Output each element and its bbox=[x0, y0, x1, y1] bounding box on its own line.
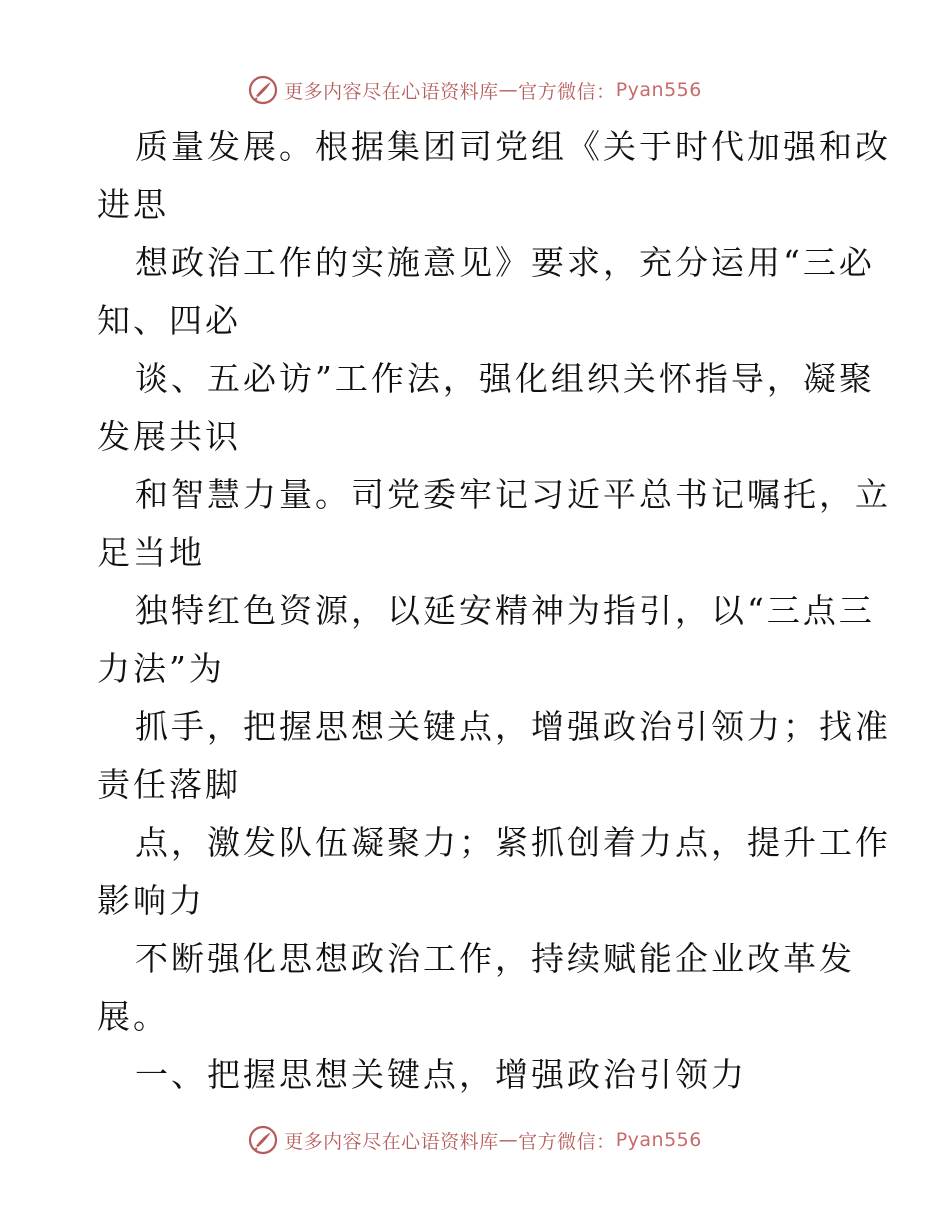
watermark-separator: — bbox=[498, 79, 519, 101]
footer-watermark bbox=[0, 1120, 950, 1160]
watermark-wechat-label: 官方微信： bbox=[518, 1130, 616, 1153]
text-line: 点，激发队伍凝聚力；紧抓创着力点，提升工作 bbox=[135, 823, 891, 862]
text-line: 足当地 bbox=[97, 533, 205, 572]
watermark-separator: — bbox=[498, 1129, 519, 1151]
text-line: 独特红色资源，以延安精神为指引，以“三点三 bbox=[135, 591, 875, 630]
quill-seal-icon bbox=[248, 75, 278, 105]
watermark-site-text: 更多内容尽在心语资料库 bbox=[284, 80, 499, 103]
text-line: 谈、五必访”工作法，强化组织关怀指导，凝聚 bbox=[135, 359, 875, 398]
watermark-wechat-label: 官方微信： bbox=[518, 80, 616, 103]
text-line: 想政治工作的实施意见》要求，充分运用“三必 bbox=[135, 243, 875, 282]
text-line: 影响力 bbox=[97, 881, 205, 920]
quill-seal-icon bbox=[248, 1125, 278, 1155]
watermark-wechat-account: Pyan556 bbox=[615, 79, 702, 101]
text-line: 知、四必 bbox=[97, 301, 241, 340]
text-line: 和智慧力量。司党委牢记习近平总书记嘱托，立 bbox=[135, 475, 891, 514]
watermark-site-text: 更多内容尽在心语资料库 bbox=[284, 1130, 499, 1153]
document-body bbox=[97, 118, 891, 1104]
text-line: 展。 bbox=[97, 997, 169, 1036]
text-line: 质量发展。根据集团司党组《关于时代加强和改 bbox=[135, 127, 891, 166]
section-heading: 一、把握思想关键点，增强政治引领力 bbox=[135, 1055, 747, 1094]
header-watermark bbox=[0, 70, 950, 110]
text-line: 进思 bbox=[97, 185, 169, 224]
watermark-wechat-account: Pyan556 bbox=[615, 1129, 702, 1151]
text-line: 不断强化思想政治工作，持续赋能企业改革发 bbox=[135, 939, 855, 978]
text-line: 抓手，把握思想关键点，增强政治引领力；找准 bbox=[135, 707, 891, 746]
text-line: 发展共识 bbox=[97, 417, 241, 456]
text-line: 责任落脚 bbox=[97, 765, 241, 804]
text-line: 力法”为 bbox=[97, 649, 225, 688]
